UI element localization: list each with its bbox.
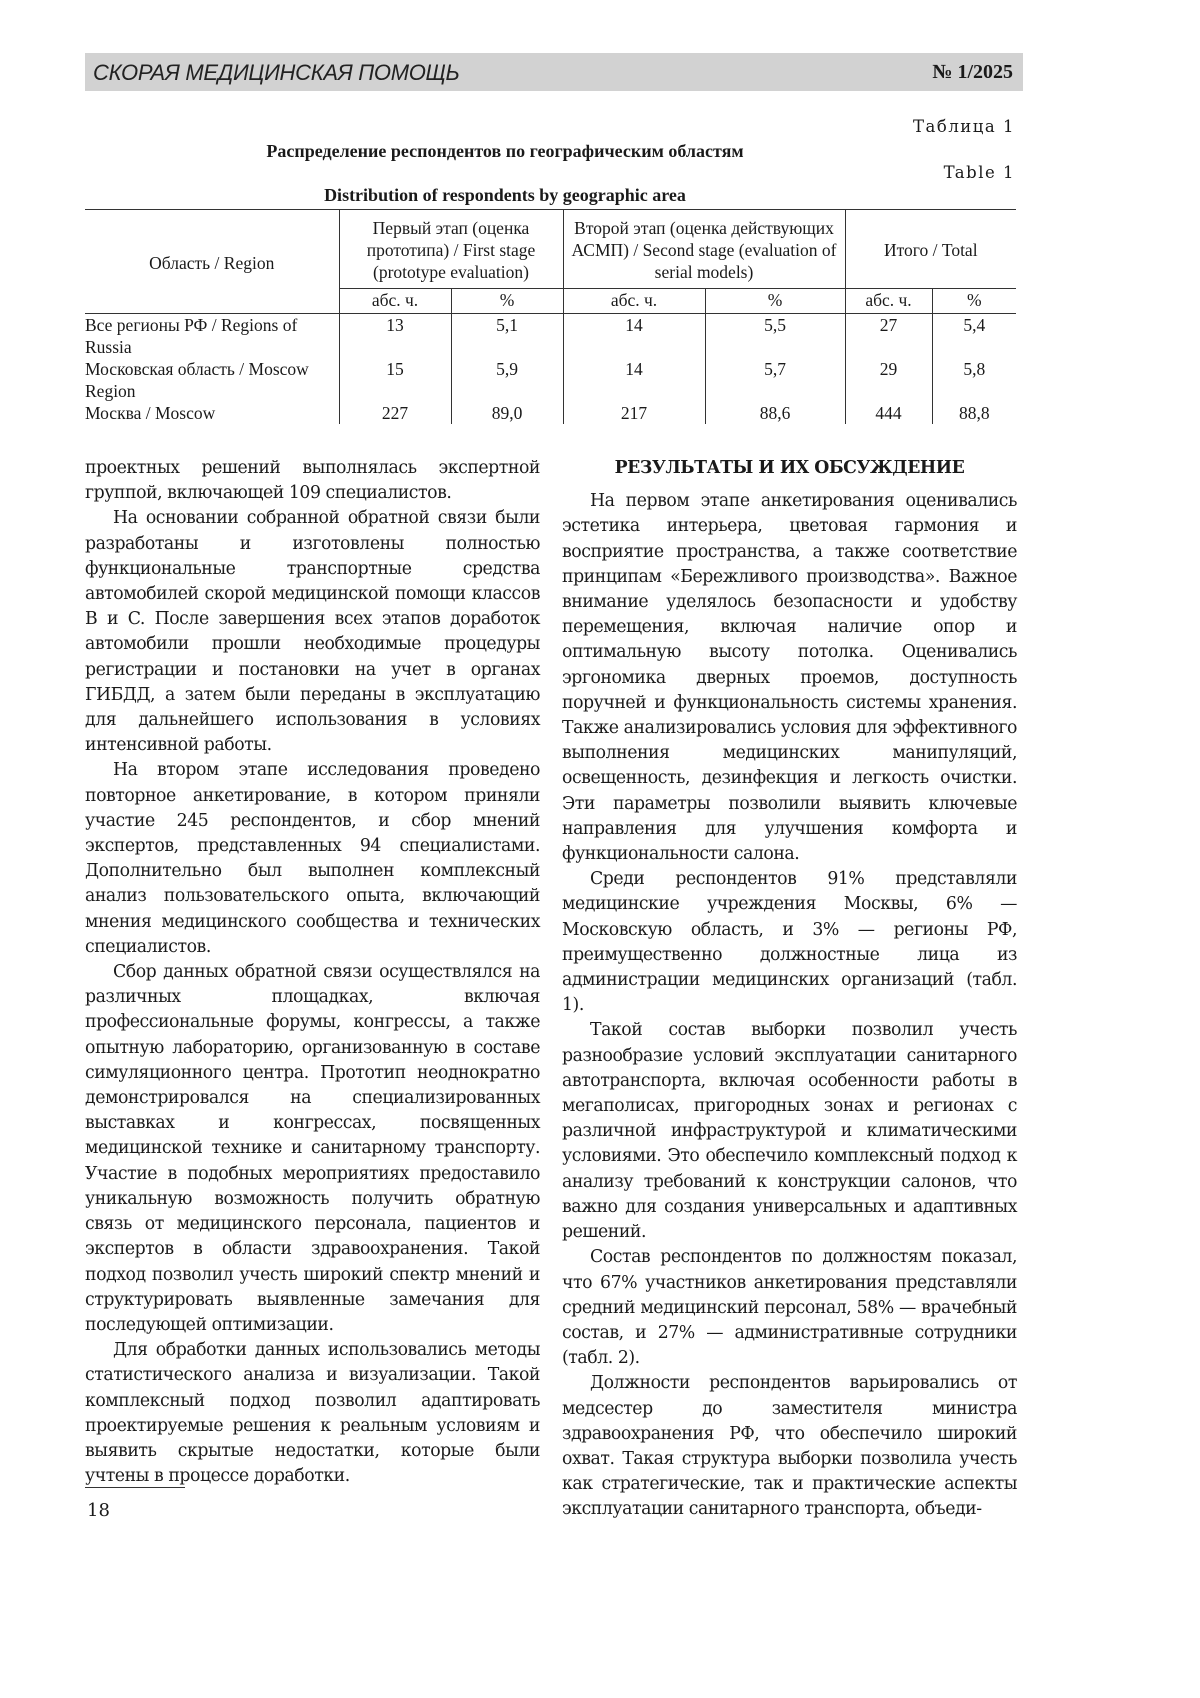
cell: 5,8: [932, 358, 1016, 402]
header-pct: %: [451, 289, 563, 314]
header-pct: %: [705, 289, 845, 314]
right-column: [562, 456, 1017, 1523]
cell: 5,1: [451, 314, 563, 359]
cell-region: Все регионы РФ / Regions of Russia: [85, 314, 339, 359]
table-title-ru: Распределение респондентов по географическим областям: [85, 141, 925, 162]
cell: 89,0: [451, 402, 563, 424]
section-heading: РЕЗУЛЬТАТЫ И ИХ ОБСУЖДЕНИЕ: [562, 456, 1017, 481]
cell: 217: [563, 402, 705, 424]
cell: 444: [845, 402, 932, 424]
cell: 5,4: [932, 314, 1016, 359]
left-column: [85, 456, 540, 1489]
table-row: [85, 402, 1016, 424]
header-region: Область / Region: [85, 210, 339, 314]
paragraph: Среди респондентов 91% представляли медицинские учреждения Москвы, 6% — Московскую область, и 3% — регионы РФ, преимущественно должностные лица из администрации медицинских организаций (табл. 1).: [562, 867, 1017, 1018]
page-number: 18: [87, 1500, 110, 1521]
cell: 227: [339, 402, 451, 424]
header-total: Итого / Total: [845, 210, 1016, 289]
paragraph: проектных решений выполнялась экспертной группой, включающей 109 специалистов.: [85, 456, 540, 506]
footer-rule: [85, 1487, 185, 1488]
cell: 15: [339, 358, 451, 402]
table-label-en: Table 1: [944, 163, 1015, 182]
cell: 14: [563, 358, 705, 402]
cell: 5,7: [705, 358, 845, 402]
paragraph: Должности респондентов варьировались от медсестер до заместителя министра здравоохранения РФ, что обеспечило широкий охват. Такая структура выборки позволила учесть как стратегические, так и практические аспекты эксплуатации санитарного транспорта, объеди-: [562, 1371, 1017, 1522]
cell-region: Москва / Moscow: [85, 402, 339, 424]
paragraph: Такой состав выборки позволил учесть разнообразие условий эксплуатации санитарного автотранспорта, включая особенности работы в мегаполисах, пригородных зонах и регионах с различной инфраструктурой и климатическими условиями. Это обеспечило комплексный подход к анализу требований к конструкции салонов, что важно для создания универсальных и адаптивных решений.: [562, 1018, 1017, 1245]
respondents-table: [85, 209, 1016, 424]
cell: 88,8: [932, 402, 1016, 424]
table-row: [85, 358, 1016, 402]
cell: 5,9: [451, 358, 563, 402]
cell: 29: [845, 358, 932, 402]
header-pct: %: [932, 289, 1016, 314]
table-title-en: Distribution of respondents by geographic area: [85, 185, 925, 206]
paragraph: Состав респондентов по должностям показал, что 67% участников анкетирования представляли средний медицинский персонал, 58% — врачебный состав, и 27% — административные сотрудники (табл. 2).: [562, 1245, 1017, 1371]
cell: 88,6: [705, 402, 845, 424]
cell: 14: [563, 314, 705, 359]
header-stage2: Второй этап (оценка действующих АСМП) / Second stage (evaluation of serial models): [563, 210, 845, 289]
cell: 13: [339, 314, 451, 359]
journal-title: СКОРАЯ МЕДИЦИНСКАЯ ПОМОЩЬ: [93, 60, 460, 86]
header-stage1: Первый этап (оценка прототипа) / First stage (prototype evaluation): [339, 210, 563, 289]
header-abs: абс. ч.: [845, 289, 932, 314]
cell: 5,5: [705, 314, 845, 359]
cell: 27: [845, 314, 932, 359]
issue-number: № 1/2025: [932, 61, 1013, 84]
paragraph: На первом этапе анкетирования оценивались эстетика интерьера, цветовая гармония и восприятие пространства, а также соответствие принципам «Бережливого производства». Важное внимание уделялось безопасности и удобству перемещения, включая наличие опор и оптимальную высоту потолка. Оценивались эргономика дверных проемов, доступность поручней и функциональность системы хранения. Также анализировались условия для эффективного выполнения медицинских манипуляций, освещенность, дезинфекция и легкость очистки. Эти параметры позволили выявить ключевые направления для улучшения комфорта и функциональности салона.: [562, 489, 1017, 867]
header-abs: абс. ч.: [563, 289, 705, 314]
running-header: [85, 53, 1023, 91]
paragraph: Сбор данных обратной связи осуществлялся на различных площадках, включая профессиональные форумы, конгрессы, а также опытную лабораторию, организованную в составе симуляционного центра. Прототип неоднократно демонстрировался на специализированных выставках и конгрессах, посвященных медицинской технике и санитарному транспорту. Участие в подобных мероприятиях предоставило уникальную возможность получить обратную связь от медицинского персонала, пациентов и экспертов в области здравоохранения. Такой подход позволил учесть широкий спектр мнений и структурировать выявленные замечания для последующей оптимизации.: [85, 960, 540, 1338]
paragraph: Для обработки данных использовались методы статистического анализа и визуализации. Такой комплексный подход позволил адаптировать проектируемые решения к реальным условиям и выявить скрытые недостатки, которые были учтены в процессе доработки.: [85, 1338, 540, 1489]
table-label-ru: Таблица 1: [913, 117, 1015, 136]
paragraph: На втором этапе исследования проведено повторное анкетирование, в котором приняли участие 245 респондентов, и сбор мнений экспертов, представленных 94 специалистами. Дополнительно был выполнен комплексный анализ пользовательского опыта, включающий мнения медицинского сообщества и технических специалистов.: [85, 758, 540, 960]
cell-region: Московская область / Moscow Region: [85, 358, 339, 402]
table-row: [85, 314, 1016, 359]
paragraph: На основании собранной обратной связи были разработаны и изготовлены полностью функциональные транспортные средства автомобилей скорой медицинской помощи классов B и C. После завершения всех этапов доработок автомобили прошли необходимые процедуры регистрации и постановки на учет в органах ГИБДД, а затем были переданы в эксплуатацию для дальнейшего использования в условиях интенсивной работы.: [85, 506, 540, 758]
header-abs: абс. ч.: [339, 289, 451, 314]
